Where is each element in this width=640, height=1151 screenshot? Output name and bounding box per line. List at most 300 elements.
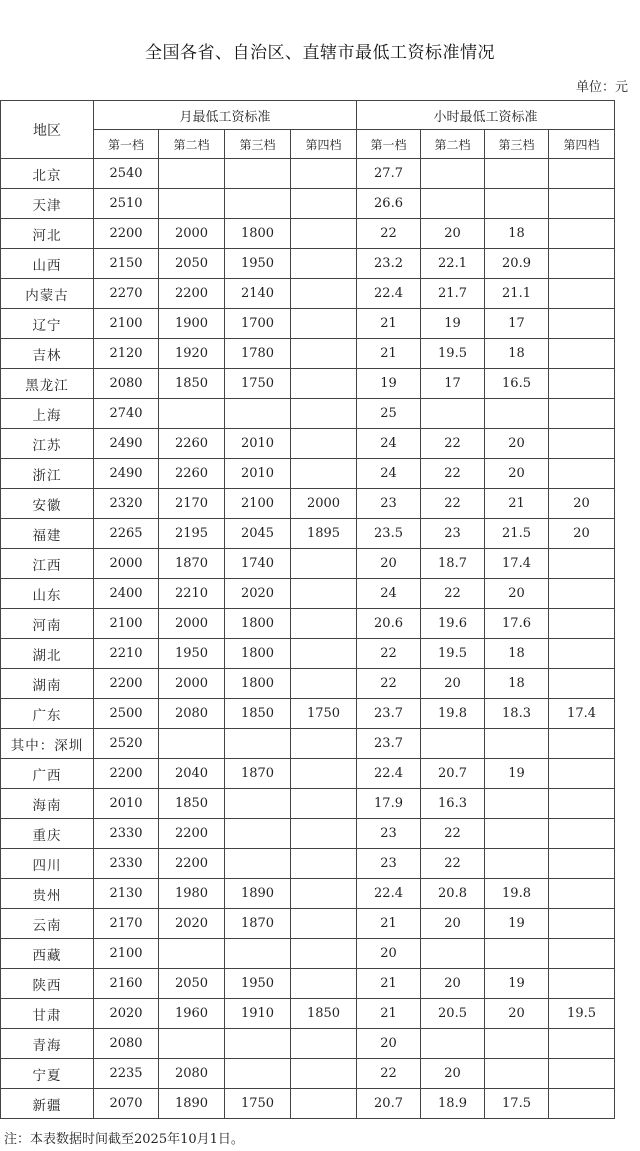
monthly-tier-2-cell	[159, 939, 225, 969]
region-header: 地区	[1, 101, 94, 159]
monthly-tier-4-cell	[291, 579, 357, 609]
hourly-tier-3-cell: 18.3	[485, 699, 549, 729]
hourly-tier-3-cell: 18	[485, 339, 549, 369]
region-cell: 云南	[1, 909, 94, 939]
monthly-tier-1-cell: 2130	[94, 879, 159, 909]
unit-label: 单位：元	[575, 80, 628, 95]
monthly-tier-3-cell: 1750	[225, 1089, 291, 1119]
hourly-tier-2-cell: 20	[421, 909, 485, 939]
monthly-tier-2-cell: 2195	[159, 519, 225, 549]
monthly-tier-2-cell	[159, 1029, 225, 1059]
monthly-tier-2-cell: 2260	[159, 459, 225, 489]
region-cell: 湖南	[1, 669, 94, 699]
hourly-tier-4-cell	[549, 729, 615, 759]
monthly-tier-1-cell: 2080	[94, 369, 159, 399]
hourly-tier-2-cell: 19.5	[421, 639, 485, 669]
hourly-tier-1-cell: 20.6	[357, 609, 421, 639]
monthly-tier-3-cell: 2020	[225, 579, 291, 609]
monthly-tier-3-cell: 1950	[225, 969, 291, 999]
table-row	[1, 399, 615, 429]
hourly-tier-2-cell: 20.7	[421, 759, 485, 789]
hourly-tier-4-cell	[549, 969, 615, 999]
monthly-tier-3-cell	[225, 159, 291, 189]
monthly-tier-4-cell	[291, 849, 357, 879]
hourly-tier-3-cell: 18	[485, 219, 549, 249]
monthly-tier-1-cell: 2120	[94, 339, 159, 369]
monthly-tier-4-cell	[291, 249, 357, 279]
hourly-tier-3-cell: 20.9	[485, 249, 549, 279]
hourly-tier-2-cell: 22	[421, 849, 485, 879]
monthly-tier-1-cell: 2100	[94, 309, 159, 339]
hourly-tier-3-cell: 17.5	[485, 1089, 549, 1119]
hourly-tier-1-cell: 21	[357, 339, 421, 369]
monthly-tier-3-cell: 1850	[225, 699, 291, 729]
monthly-tier-1-cell: 2740	[94, 399, 159, 429]
monthly-tier-2-header: 第二档	[159, 130, 225, 159]
region-cell: 上海	[1, 399, 94, 429]
monthly-tier-2-cell: 2020	[159, 909, 225, 939]
hourly-tier-2-cell: 20.5	[421, 999, 485, 1029]
table-body	[1, 159, 615, 1119]
table-row	[1, 729, 615, 759]
hourly-tier-1-cell: 22	[357, 219, 421, 249]
hourly-tier-2-cell: 21.7	[421, 279, 485, 309]
hourly-tier-3-cell: 19.8	[485, 879, 549, 909]
monthly-tier-1-cell: 2100	[94, 939, 159, 969]
table-row	[1, 639, 615, 669]
table-row	[1, 849, 615, 879]
table-row	[1, 579, 615, 609]
region-cell: 西藏	[1, 939, 94, 969]
hourly-tier-3-header: 第三档	[485, 130, 549, 159]
monthly-tier-2-cell	[159, 159, 225, 189]
region-cell: 四川	[1, 849, 94, 879]
monthly-tier-3-cell: 1700	[225, 309, 291, 339]
hourly-tier-4-cell	[549, 549, 615, 579]
hourly-tier-3-cell: 19	[485, 759, 549, 789]
table-row	[1, 1029, 615, 1059]
region-cell: 天津	[1, 189, 94, 219]
monthly-tier-1-cell: 2150	[94, 249, 159, 279]
hourly-tier-2-cell	[421, 399, 485, 429]
hourly-tier-4-cell	[549, 219, 615, 249]
footnote: 注：本表数据时间截至2025年10月1日。	[4, 1132, 244, 1147]
region-cell: 青海	[1, 1029, 94, 1059]
hourly-tier-3-cell: 19	[485, 909, 549, 939]
monthly-tier-3-cell	[225, 729, 291, 759]
hourly-tier-3-cell: 16.5	[485, 369, 549, 399]
monthly-tier-4-cell	[291, 909, 357, 939]
hourly-tier-3-cell	[485, 789, 549, 819]
monthly-tier-3-cell: 1740	[225, 549, 291, 579]
hourly-tier-1-cell: 22	[357, 639, 421, 669]
monthly-tier-3-cell: 1800	[225, 609, 291, 639]
hourly-tier-4-cell: 20	[549, 519, 615, 549]
monthly-tier-1-cell: 2210	[94, 639, 159, 669]
monthly-tier-4-cell: 2000	[291, 489, 357, 519]
region-cell: 江西	[1, 549, 94, 579]
hourly-tier-4-cell	[549, 879, 615, 909]
table-row	[1, 939, 615, 969]
table-row	[1, 549, 615, 579]
monthly-tier-1-cell: 2330	[94, 819, 159, 849]
hourly-tier-2-cell: 19	[421, 309, 485, 339]
hourly-tier-3-cell	[485, 1029, 549, 1059]
monthly-tier-2-cell: 1980	[159, 879, 225, 909]
table-row	[1, 609, 615, 639]
hourly-tier-4-cell	[549, 849, 615, 879]
table-row	[1, 429, 615, 459]
monthly-tier-3-cell	[225, 1029, 291, 1059]
hourly-tier-4-cell	[549, 339, 615, 369]
table-row	[1, 999, 615, 1029]
hourly-tier-2-cell: 19.5	[421, 339, 485, 369]
table-row	[1, 249, 615, 279]
monthly-tier-3-cell: 1800	[225, 669, 291, 699]
table-row	[1, 1059, 615, 1089]
hourly-tier-4-cell	[549, 759, 615, 789]
monthly-tier-3-cell: 1950	[225, 249, 291, 279]
monthly-tier-3-cell: 1870	[225, 759, 291, 789]
hourly-tier-2-cell	[421, 159, 485, 189]
monthly-tier-4-cell	[291, 189, 357, 219]
hourly-tier-3-cell: 17.6	[485, 609, 549, 639]
monthly-tier-1-cell: 2010	[94, 789, 159, 819]
hourly-tier-3-cell	[485, 939, 549, 969]
table-row	[1, 279, 615, 309]
region-cell: 内蒙古	[1, 279, 94, 309]
monthly-tier-4-cell	[291, 429, 357, 459]
hourly-tier-3-cell	[485, 819, 549, 849]
monthly-tier-2-cell: 2050	[159, 969, 225, 999]
hourly-tier-4-cell	[549, 909, 615, 939]
hourly-tier-1-cell: 20	[357, 1029, 421, 1059]
hourly-tier-4-cell: 17.4	[549, 699, 615, 729]
hourly-tier-3-cell: 20	[485, 459, 549, 489]
monthly-tier-2-cell: 2200	[159, 819, 225, 849]
minimum-wage-table	[0, 100, 615, 1119]
hourly-tier-2-cell: 20	[421, 219, 485, 249]
region-cell: 新疆	[1, 1089, 94, 1119]
region-cell: 河南	[1, 609, 94, 639]
table-row	[1, 489, 615, 519]
region-cell: 湖北	[1, 639, 94, 669]
monthly-tier-4-cell	[291, 729, 357, 759]
monthly-tier-2-cell	[159, 729, 225, 759]
monthly-tier-4-cell	[291, 609, 357, 639]
hourly-tier-2-cell: 19.8	[421, 699, 485, 729]
hourly-tier-4-cell	[549, 609, 615, 639]
hourly-tier-3-cell: 20	[485, 999, 549, 1029]
hourly-tier-2-cell: 19.6	[421, 609, 485, 639]
monthly-tier-4-cell: 1895	[291, 519, 357, 549]
monthly-tier-3-cell: 1780	[225, 339, 291, 369]
table-row	[1, 459, 615, 489]
monthly-tier-3-header: 第三档	[225, 130, 291, 159]
monthly-tier-2-cell	[159, 189, 225, 219]
monthly-tier-3-cell	[225, 849, 291, 879]
monthly-tier-1-cell: 2235	[94, 1059, 159, 1089]
monthly-tier-2-cell: 2080	[159, 1059, 225, 1089]
monthly-tier-1-cell: 2070	[94, 1089, 159, 1119]
monthly-tier-2-cell: 1870	[159, 549, 225, 579]
monthly-tier-3-cell: 1750	[225, 369, 291, 399]
region-cell: 黑龙江	[1, 369, 94, 399]
region-cell: 河北	[1, 219, 94, 249]
region-cell: 北京	[1, 159, 94, 189]
hourly-tier-4-cell	[549, 189, 615, 219]
hourly-tier-4-cell	[549, 789, 615, 819]
hourly-tier-1-cell: 20	[357, 549, 421, 579]
monthly-tier-4-cell	[291, 669, 357, 699]
hourly-tier-4-cell	[549, 399, 615, 429]
region-cell: 贵州	[1, 879, 94, 909]
hourly-tier-4-cell	[549, 249, 615, 279]
hourly-tier-1-cell: 23.5	[357, 519, 421, 549]
hourly-tier-4-cell: 19.5	[549, 999, 615, 1029]
hourly-tier-2-cell	[421, 189, 485, 219]
monthly-tier-1-cell: 2020	[94, 999, 159, 1029]
monthly-tier-4-header: 第四档	[291, 130, 357, 159]
table-row	[1, 669, 615, 699]
monthly-tier-2-cell: 1960	[159, 999, 225, 1029]
hourly-tier-3-cell	[485, 399, 549, 429]
hourly-tier-3-cell: 18	[485, 669, 549, 699]
table-row	[1, 189, 615, 219]
monthly-tier-2-cell: 2200	[159, 279, 225, 309]
table-row	[1, 909, 615, 939]
monthly-tier-2-cell: 2000	[159, 219, 225, 249]
hourly-tier-4-cell	[549, 459, 615, 489]
monthly-tier-4-cell	[291, 459, 357, 489]
monthly-group-header: 月最低工资标准	[94, 101, 357, 130]
hourly-tier-1-cell: 20.7	[357, 1089, 421, 1119]
monthly-tier-4-cell	[291, 639, 357, 669]
monthly-tier-3-cell: 1890	[225, 879, 291, 909]
monthly-tier-4-cell	[291, 789, 357, 819]
hourly-tier-3-cell	[485, 729, 549, 759]
hourly-tier-2-cell: 18.9	[421, 1089, 485, 1119]
monthly-tier-1-cell: 2330	[94, 849, 159, 879]
hourly-tier-2-cell: 18.7	[421, 549, 485, 579]
hourly-tier-4-cell	[549, 309, 615, 339]
hourly-tier-2-cell: 20	[421, 969, 485, 999]
monthly-tier-3-cell: 2100	[225, 489, 291, 519]
hourly-tier-1-cell: 22.4	[357, 879, 421, 909]
monthly-tier-3-cell	[225, 939, 291, 969]
hourly-tier-3-cell: 20	[485, 579, 549, 609]
monthly-tier-1-cell: 2100	[94, 609, 159, 639]
monthly-tier-4-cell	[291, 159, 357, 189]
hourly-tier-2-cell: 20.8	[421, 879, 485, 909]
hourly-tier-1-cell: 21	[357, 969, 421, 999]
monthly-tier-3-cell	[225, 819, 291, 849]
hourly-tier-1-cell: 27.7	[357, 159, 421, 189]
monthly-tier-2-cell: 1850	[159, 369, 225, 399]
hourly-tier-1-cell: 22	[357, 669, 421, 699]
hourly-tier-4-cell	[549, 1059, 615, 1089]
monthly-tier-4-cell	[291, 369, 357, 399]
hourly-tier-3-cell: 17.4	[485, 549, 549, 579]
monthly-tier-2-cell: 2000	[159, 609, 225, 639]
hourly-tier-2-cell	[421, 1029, 485, 1059]
hourly-tier-2-cell: 22	[421, 819, 485, 849]
hourly-tier-3-cell	[485, 189, 549, 219]
hourly-tier-2-cell: 20	[421, 669, 485, 699]
hourly-tier-3-cell: 19	[485, 969, 549, 999]
table-row	[1, 519, 615, 549]
monthly-tier-4-cell: 1850	[291, 999, 357, 1029]
monthly-tier-1-cell: 2270	[94, 279, 159, 309]
hourly-tier-1-cell: 24	[357, 429, 421, 459]
monthly-tier-1-cell: 2200	[94, 669, 159, 699]
monthly-tier-2-cell: 2260	[159, 429, 225, 459]
monthly-tier-3-cell: 2045	[225, 519, 291, 549]
region-cell: 陕西	[1, 969, 94, 999]
region-cell: 其中：深圳	[1, 729, 94, 759]
hourly-tier-2-cell	[421, 939, 485, 969]
hourly-tier-4-cell	[549, 819, 615, 849]
hourly-tier-2-cell: 22.1	[421, 249, 485, 279]
monthly-tier-4-cell	[291, 1029, 357, 1059]
table-row	[1, 339, 615, 369]
monthly-tier-1-cell: 2200	[94, 759, 159, 789]
monthly-tier-2-cell: 1850	[159, 789, 225, 819]
monthly-tier-2-cell: 1950	[159, 639, 225, 669]
monthly-tier-1-cell: 2170	[94, 909, 159, 939]
hourly-tier-4-header: 第四档	[549, 130, 615, 159]
hourly-tier-2-cell: 22	[421, 459, 485, 489]
hourly-tier-3-cell: 21	[485, 489, 549, 519]
monthly-tier-4-cell	[291, 309, 357, 339]
hourly-tier-2-cell: 20	[421, 1059, 485, 1089]
region-cell: 山东	[1, 579, 94, 609]
hourly-tier-4-cell	[549, 159, 615, 189]
monthly-tier-2-cell: 1900	[159, 309, 225, 339]
hourly-tier-3-cell: 18	[485, 639, 549, 669]
hourly-tier-1-cell: 24	[357, 579, 421, 609]
monthly-tier-2-cell: 2210	[159, 579, 225, 609]
hourly-tier-3-cell	[485, 849, 549, 879]
monthly-tier-4-cell	[291, 399, 357, 429]
hourly-tier-4-cell	[549, 279, 615, 309]
region-cell: 浙江	[1, 459, 94, 489]
hourly-tier-1-cell: 21	[357, 999, 421, 1029]
monthly-tier-2-cell: 2200	[159, 849, 225, 879]
region-cell: 宁夏	[1, 1059, 94, 1089]
region-cell: 吉林	[1, 339, 94, 369]
monthly-tier-4-cell	[291, 759, 357, 789]
table-row	[1, 879, 615, 909]
monthly-tier-2-cell	[159, 399, 225, 429]
hourly-tier-2-cell: 22	[421, 489, 485, 519]
table-row	[1, 819, 615, 849]
table-row	[1, 759, 615, 789]
monthly-tier-2-cell: 2050	[159, 249, 225, 279]
hourly-tier-2-cell: 22	[421, 579, 485, 609]
hourly-tier-1-cell: 23	[357, 489, 421, 519]
region-cell: 海南	[1, 789, 94, 819]
table-row	[1, 369, 615, 399]
monthly-tier-4-cell: 1750	[291, 699, 357, 729]
monthly-tier-1-cell: 2400	[94, 579, 159, 609]
monthly-tier-2-cell: 2080	[159, 699, 225, 729]
monthly-tier-2-cell: 2000	[159, 669, 225, 699]
hourly-tier-4-cell: 20	[549, 489, 615, 519]
hourly-tier-2-cell: 22	[421, 429, 485, 459]
table-row	[1, 699, 615, 729]
monthly-tier-1-cell: 2160	[94, 969, 159, 999]
monthly-tier-3-cell	[225, 189, 291, 219]
hourly-tier-4-cell	[549, 579, 615, 609]
monthly-tier-3-cell: 1800	[225, 219, 291, 249]
table-row	[1, 789, 615, 819]
monthly-tier-1-cell: 2490	[94, 429, 159, 459]
monthly-tier-2-cell: 2170	[159, 489, 225, 519]
hourly-tier-4-cell	[549, 669, 615, 699]
monthly-tier-3-cell	[225, 399, 291, 429]
hourly-tier-2-cell: 17	[421, 369, 485, 399]
region-cell: 安徽	[1, 489, 94, 519]
region-cell: 江苏	[1, 429, 94, 459]
monthly-tier-1-cell: 2510	[94, 189, 159, 219]
hourly-tier-2-header: 第二档	[421, 130, 485, 159]
region-cell: 辽宁	[1, 309, 94, 339]
region-cell: 山西	[1, 249, 94, 279]
hourly-tier-4-cell	[549, 429, 615, 459]
hourly-tier-4-cell	[549, 939, 615, 969]
monthly-tier-3-cell: 1800	[225, 639, 291, 669]
hourly-tier-1-cell: 17.9	[357, 789, 421, 819]
region-cell: 广西	[1, 759, 94, 789]
monthly-tier-3-cell	[225, 1059, 291, 1089]
hourly-tier-1-cell: 23	[357, 849, 421, 879]
monthly-tier-1-cell: 2000	[94, 549, 159, 579]
table-row	[1, 969, 615, 999]
monthly-tier-4-cell	[291, 339, 357, 369]
monthly-tier-4-cell	[291, 969, 357, 999]
hourly-tier-1-cell: 23.7	[357, 729, 421, 759]
monthly-tier-1-cell: 2500	[94, 699, 159, 729]
monthly-tier-4-cell	[291, 549, 357, 579]
monthly-tier-2-cell: 1890	[159, 1089, 225, 1119]
hourly-tier-1-cell: 19	[357, 369, 421, 399]
hourly-tier-1-cell: 22.4	[357, 759, 421, 789]
region-cell: 重庆	[1, 819, 94, 849]
hourly-tier-1-cell: 25	[357, 399, 421, 429]
hourly-tier-1-header: 第一档	[357, 130, 421, 159]
monthly-tier-3-cell: 1910	[225, 999, 291, 1029]
hourly-tier-1-cell: 21	[357, 909, 421, 939]
hourly-tier-2-cell: 16.3	[421, 789, 485, 819]
monthly-tier-3-cell: 2010	[225, 459, 291, 489]
monthly-tier-1-header: 第一档	[94, 130, 159, 159]
monthly-tier-4-cell	[291, 279, 357, 309]
monthly-tier-4-cell	[291, 939, 357, 969]
monthly-tier-2-cell: 1920	[159, 339, 225, 369]
hourly-tier-1-cell: 21	[357, 309, 421, 339]
hourly-tier-1-cell: 22.4	[357, 279, 421, 309]
monthly-tier-1-cell: 2520	[94, 729, 159, 759]
monthly-tier-3-cell: 1870	[225, 909, 291, 939]
hourly-tier-1-cell: 23.2	[357, 249, 421, 279]
hourly-tier-1-cell: 23	[357, 819, 421, 849]
monthly-tier-3-cell: 2010	[225, 429, 291, 459]
monthly-tier-4-cell	[291, 819, 357, 849]
hourly-group-header: 小时最低工资标准	[357, 101, 615, 130]
monthly-tier-2-cell: 2040	[159, 759, 225, 789]
hourly-tier-3-cell: 20	[485, 429, 549, 459]
